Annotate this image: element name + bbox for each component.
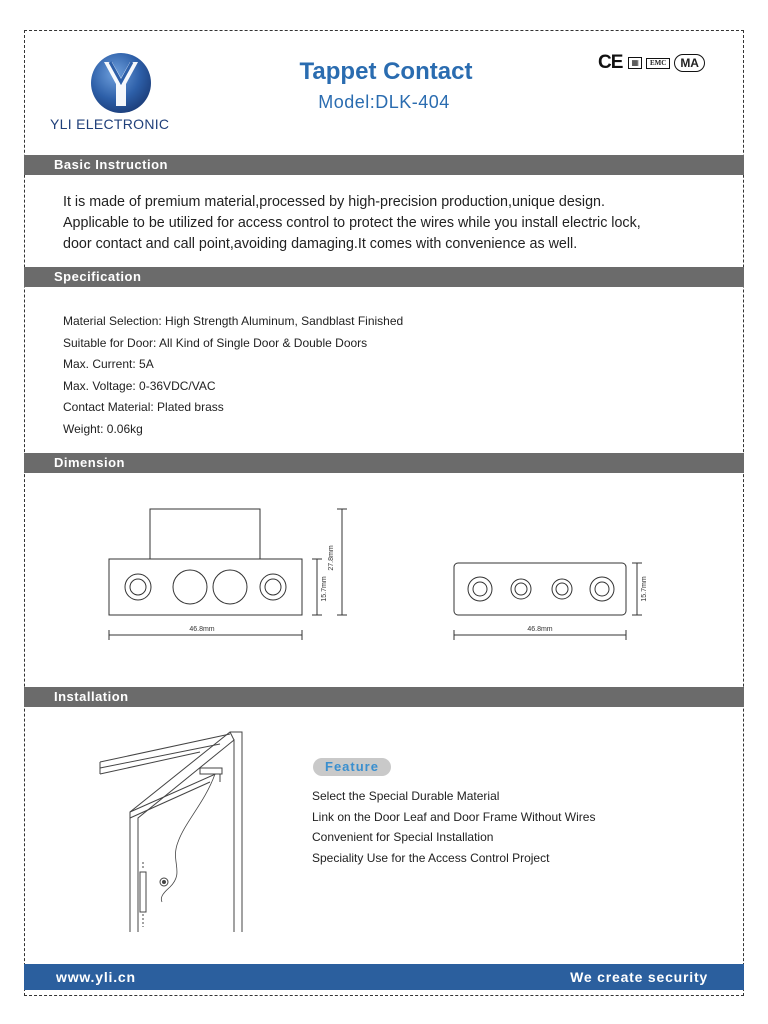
section-installation: Installation [24, 687, 744, 707]
right-height-label: 15.7mm [641, 576, 648, 602]
feature-item: Select the Special Durable Material [312, 789, 500, 803]
spec-item: Contact Material: Plated brass [63, 400, 224, 414]
installation-diagram [90, 722, 260, 944]
slogan: We create security [570, 969, 708, 985]
section-specification: Specification [24, 267, 744, 287]
left-height-small-label: 15.7mm [321, 576, 328, 602]
feature-label: Feature [313, 758, 391, 776]
feature-item: Convenient for Special Installation [312, 830, 494, 845]
ma-mark: MA [674, 54, 705, 72]
intro-line: Applicable to be utilized for access control to protect the wires while you install electric lock, [63, 215, 641, 231]
ce-mark: CE [598, 52, 623, 73]
left-width-label: 46.8mm [189, 626, 215, 633]
spec-item: Weight: 0.06kg [63, 421, 143, 436]
feature-item: Speciality Use for the Access Control Project [312, 851, 550, 866]
brand-name: YLI ELECTRONIC [50, 116, 170, 132]
cert-box-icon: ▦ [628, 57, 642, 69]
section-basic-instruction: Basic Instruction [24, 155, 744, 175]
feature-list [312, 786, 595, 869]
product-model: Model:DLK-404 [318, 92, 450, 112]
spec-item: Max. Voltage: 0-36VDC/VAC [63, 378, 216, 393]
side-view-diagram [109, 509, 347, 640]
product-title: Tappet Contact [299, 58, 473, 85]
spec-item: Material Selection: High Strength Aluminum, Sandblast Finished [63, 314, 404, 328]
section-dimension: Dimension [24, 453, 744, 473]
intro-text [63, 192, 733, 255]
intro-line: It is made of premium material,processed by high-precision production,unique design. [63, 194, 605, 210]
feature-item: Link on the Door Leaf and Door Frame Without Wires [312, 809, 596, 824]
right-width-label: 46.8mm [527, 626, 553, 633]
footer-bar [24, 964, 744, 990]
intro-line: door contact and call point,avoiding damaging.It comes with convenience as well. [63, 236, 578, 252]
emc-mark: EMC [646, 58, 670, 69]
spec-item: Max. Current: 5A [63, 357, 154, 371]
spec-item: Suitable for Door: All Kind of Single Door & Double Doors [63, 335, 368, 350]
left-height-total-label: 27.8mm [328, 545, 335, 571]
certification-marks [598, 52, 705, 74]
website-link[interactable]: www.yli.cn [56, 969, 136, 985]
spec-list [63, 311, 403, 440]
dimension-drawing [90, 500, 670, 650]
